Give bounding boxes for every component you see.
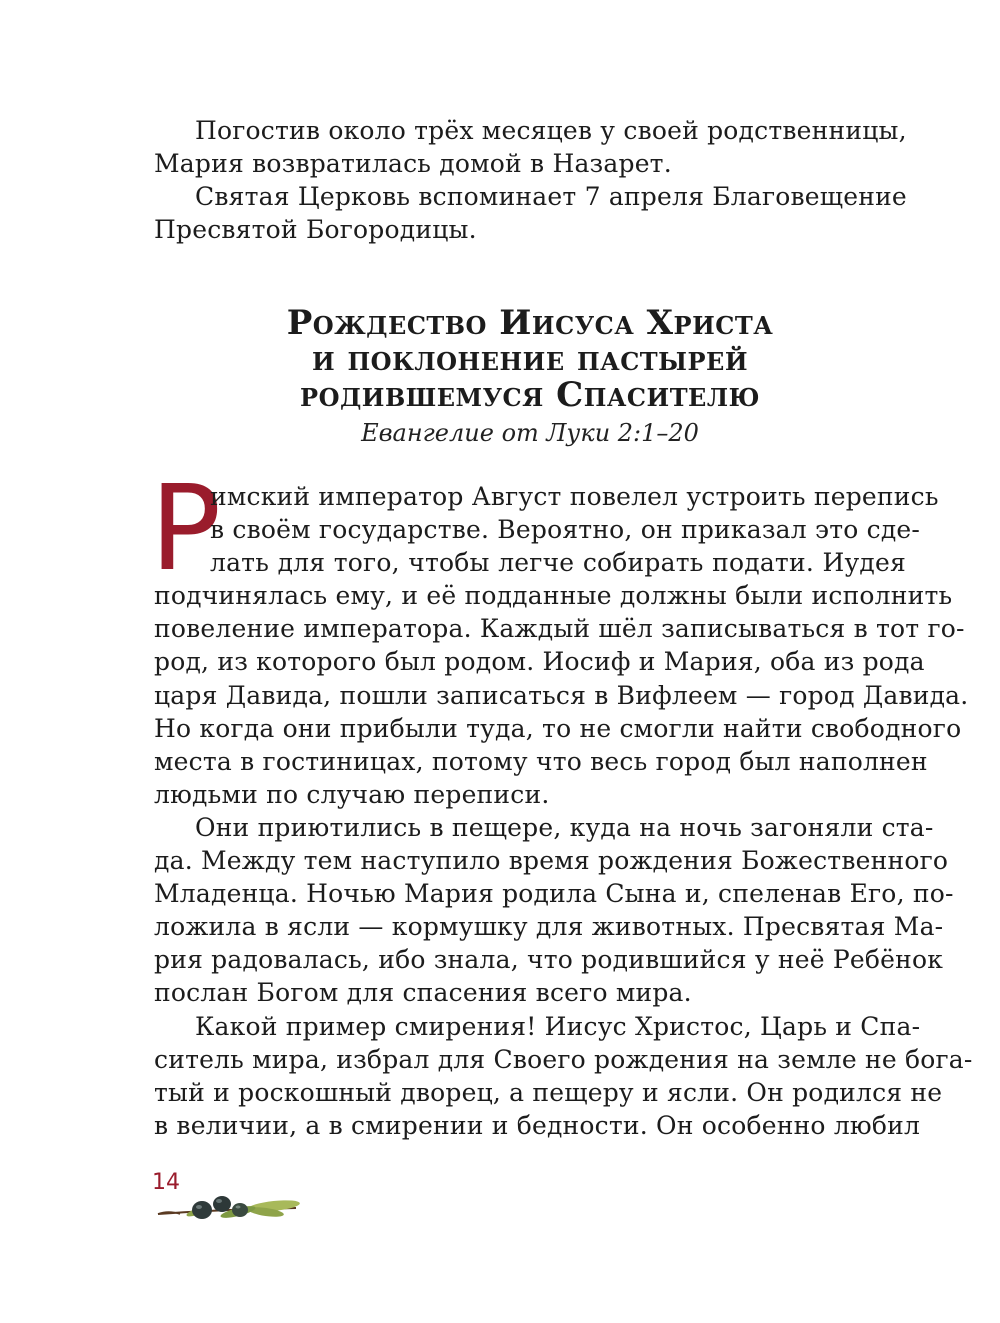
text-line: Мария возвратилась домой в Назарет. (154, 149, 672, 179)
text-line: в величии, а в смирении и бедности. Он особенно любил (154, 1110, 921, 1140)
text-line: Пресвятой Богородицы. (154, 215, 477, 245)
page-number: 14 (152, 1170, 180, 1195)
text-line: Погостив около трёх месяцев у своей родственницы, (195, 116, 907, 145)
text-line: подчинялась ему, и её подданные должны были исполнить (154, 581, 953, 611)
text-line: места в гостиницах, потому что весь город был наполнен (154, 746, 928, 776)
text-line: ложила в ясли — кормушку для животных. Пресвятая Ма- (154, 912, 944, 942)
text-line: имский император Август повелел устроить перепись (210, 482, 939, 511)
text-line: Младенца. Ночью Мария родила Сына и, спеленав Его, по- (154, 879, 954, 909)
chapter-title (154, 305, 906, 413)
main-paragraph-1 (154, 480, 969, 811)
text-line: в своём государстве. Вероятно, он приказал это сде- (210, 515, 921, 545)
text-line: Какой пример смирения! Иисус Христос, Царь и Спа- (195, 1011, 921, 1041)
text-line: ситель мира, избрал для Своего рождения на земле не бога- (154, 1044, 973, 1074)
text-line: царя Давида, пошли записаться в Вифлеем — город Давида. (154, 680, 969, 710)
text-line: повеление императора. Каждый шёл записываться в тот го- (154, 614, 965, 644)
text-line: да. Между тем наступило время рождения Божественного (154, 846, 949, 876)
intro-paragraph-2 (154, 180, 906, 246)
text-line: Они приютились в пещере, куда на ночь загоняли ста- (195, 812, 934, 842)
main-paragraph-2 (154, 811, 954, 1010)
main-text (154, 480, 973, 1142)
main-paragraph-3 (154, 1010, 973, 1142)
olive-branch-icon (156, 1190, 302, 1226)
text-line: тый и роскошный дворец, а пещеру и ясли. Он родился не (154, 1077, 943, 1107)
text-line: рия радовалась, ибо знала, что родившийся у неё Ребёнок (154, 945, 944, 975)
text-line: Но когда они прибыли туда, то не смогли найти свободного (154, 713, 962, 743)
text-line: людьми по случаю переписи. (154, 779, 550, 809)
text-line: род, из которого был родом. Иосиф и Мария, оба из рода (154, 647, 925, 677)
text-line: лать для того, чтобы легче собирать подати. Иудея (210, 548, 906, 578)
chapter-title-line-3: родившемуся Спасителю (300, 375, 760, 415)
intro-text (154, 114, 906, 246)
text-line: послан Богом для спасения всего мира. (154, 978, 692, 1008)
text-line: Святая Церковь вспоминает 7 апреля Благовещение (195, 182, 907, 212)
drop-cap: Р (150, 459, 222, 597)
intro-paragraph-1 (154, 114, 906, 180)
chapter-title-line-2: и поклонение пастырей (311, 339, 749, 379)
chapter-title-line-1: Рождество Иисуса Христа (286, 303, 774, 343)
gospel-reference: Евангелие от Луки 2:1–20 (361, 419, 699, 447)
